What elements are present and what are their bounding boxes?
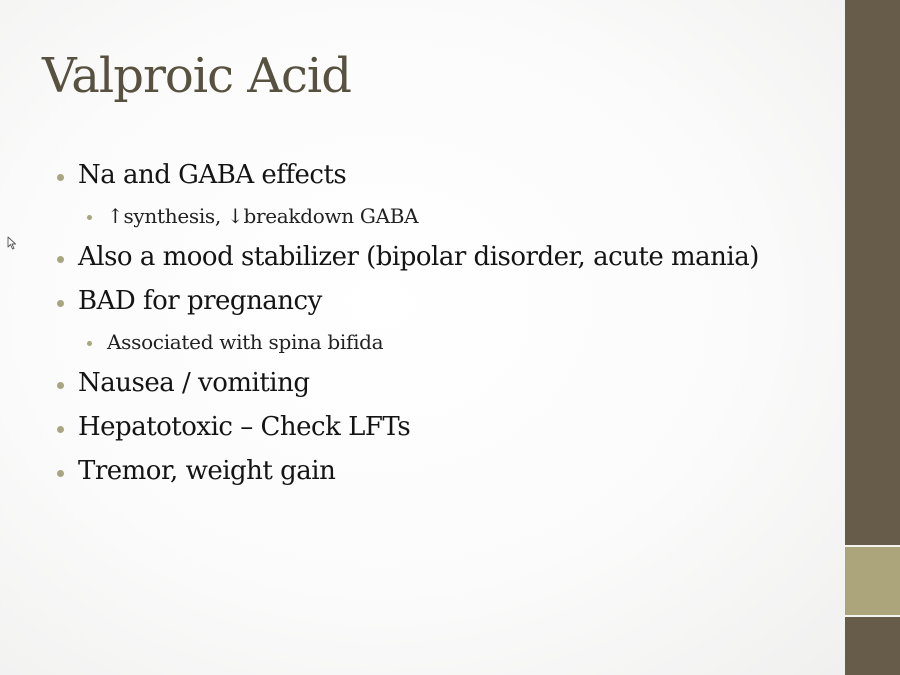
bullet-text: Hepatotoxic – Check LFTs [78,412,411,442]
sub-bullet-item [107,330,383,354]
side-decoration-bar [845,0,900,675]
bullet-text: ↑synthesis, ↓breakdown GABA [107,204,419,228]
bullet-dot-icon [57,300,64,307]
slide-title: Valproic Acid [42,48,351,104]
bullet-text: Tremor, weight gain [78,456,336,486]
bullet-dot-icon [57,470,64,477]
bullet-dot-icon [57,174,64,181]
bullet-dot-icon [87,341,92,346]
sub-bullet-item [107,204,418,228]
bullet-item [78,242,759,272]
side-accent-block [845,547,900,615]
bullet-text: Na and GABA effects [78,160,347,190]
mouse-pointer-icon [7,236,17,250]
bullet-text: Associated with spina bifida [107,330,384,354]
bullet-dot-icon [57,426,64,433]
bullet-text: Also a mood stabilizer (bipolar disorder, acute mania) [78,242,759,272]
bullet-item [78,456,335,486]
bullet-item [78,286,322,316]
bullet-dot-icon [87,215,92,220]
bullet-text: BAD for pregnancy [78,286,322,316]
side-divider [845,615,900,617]
bullet-item [78,412,410,442]
bullet-item [78,368,309,398]
bullet-dot-icon [57,382,64,389]
bullet-item [78,160,346,190]
bullet-dot-icon [57,256,64,263]
bullet-text: Nausea / vomiting [78,368,310,398]
